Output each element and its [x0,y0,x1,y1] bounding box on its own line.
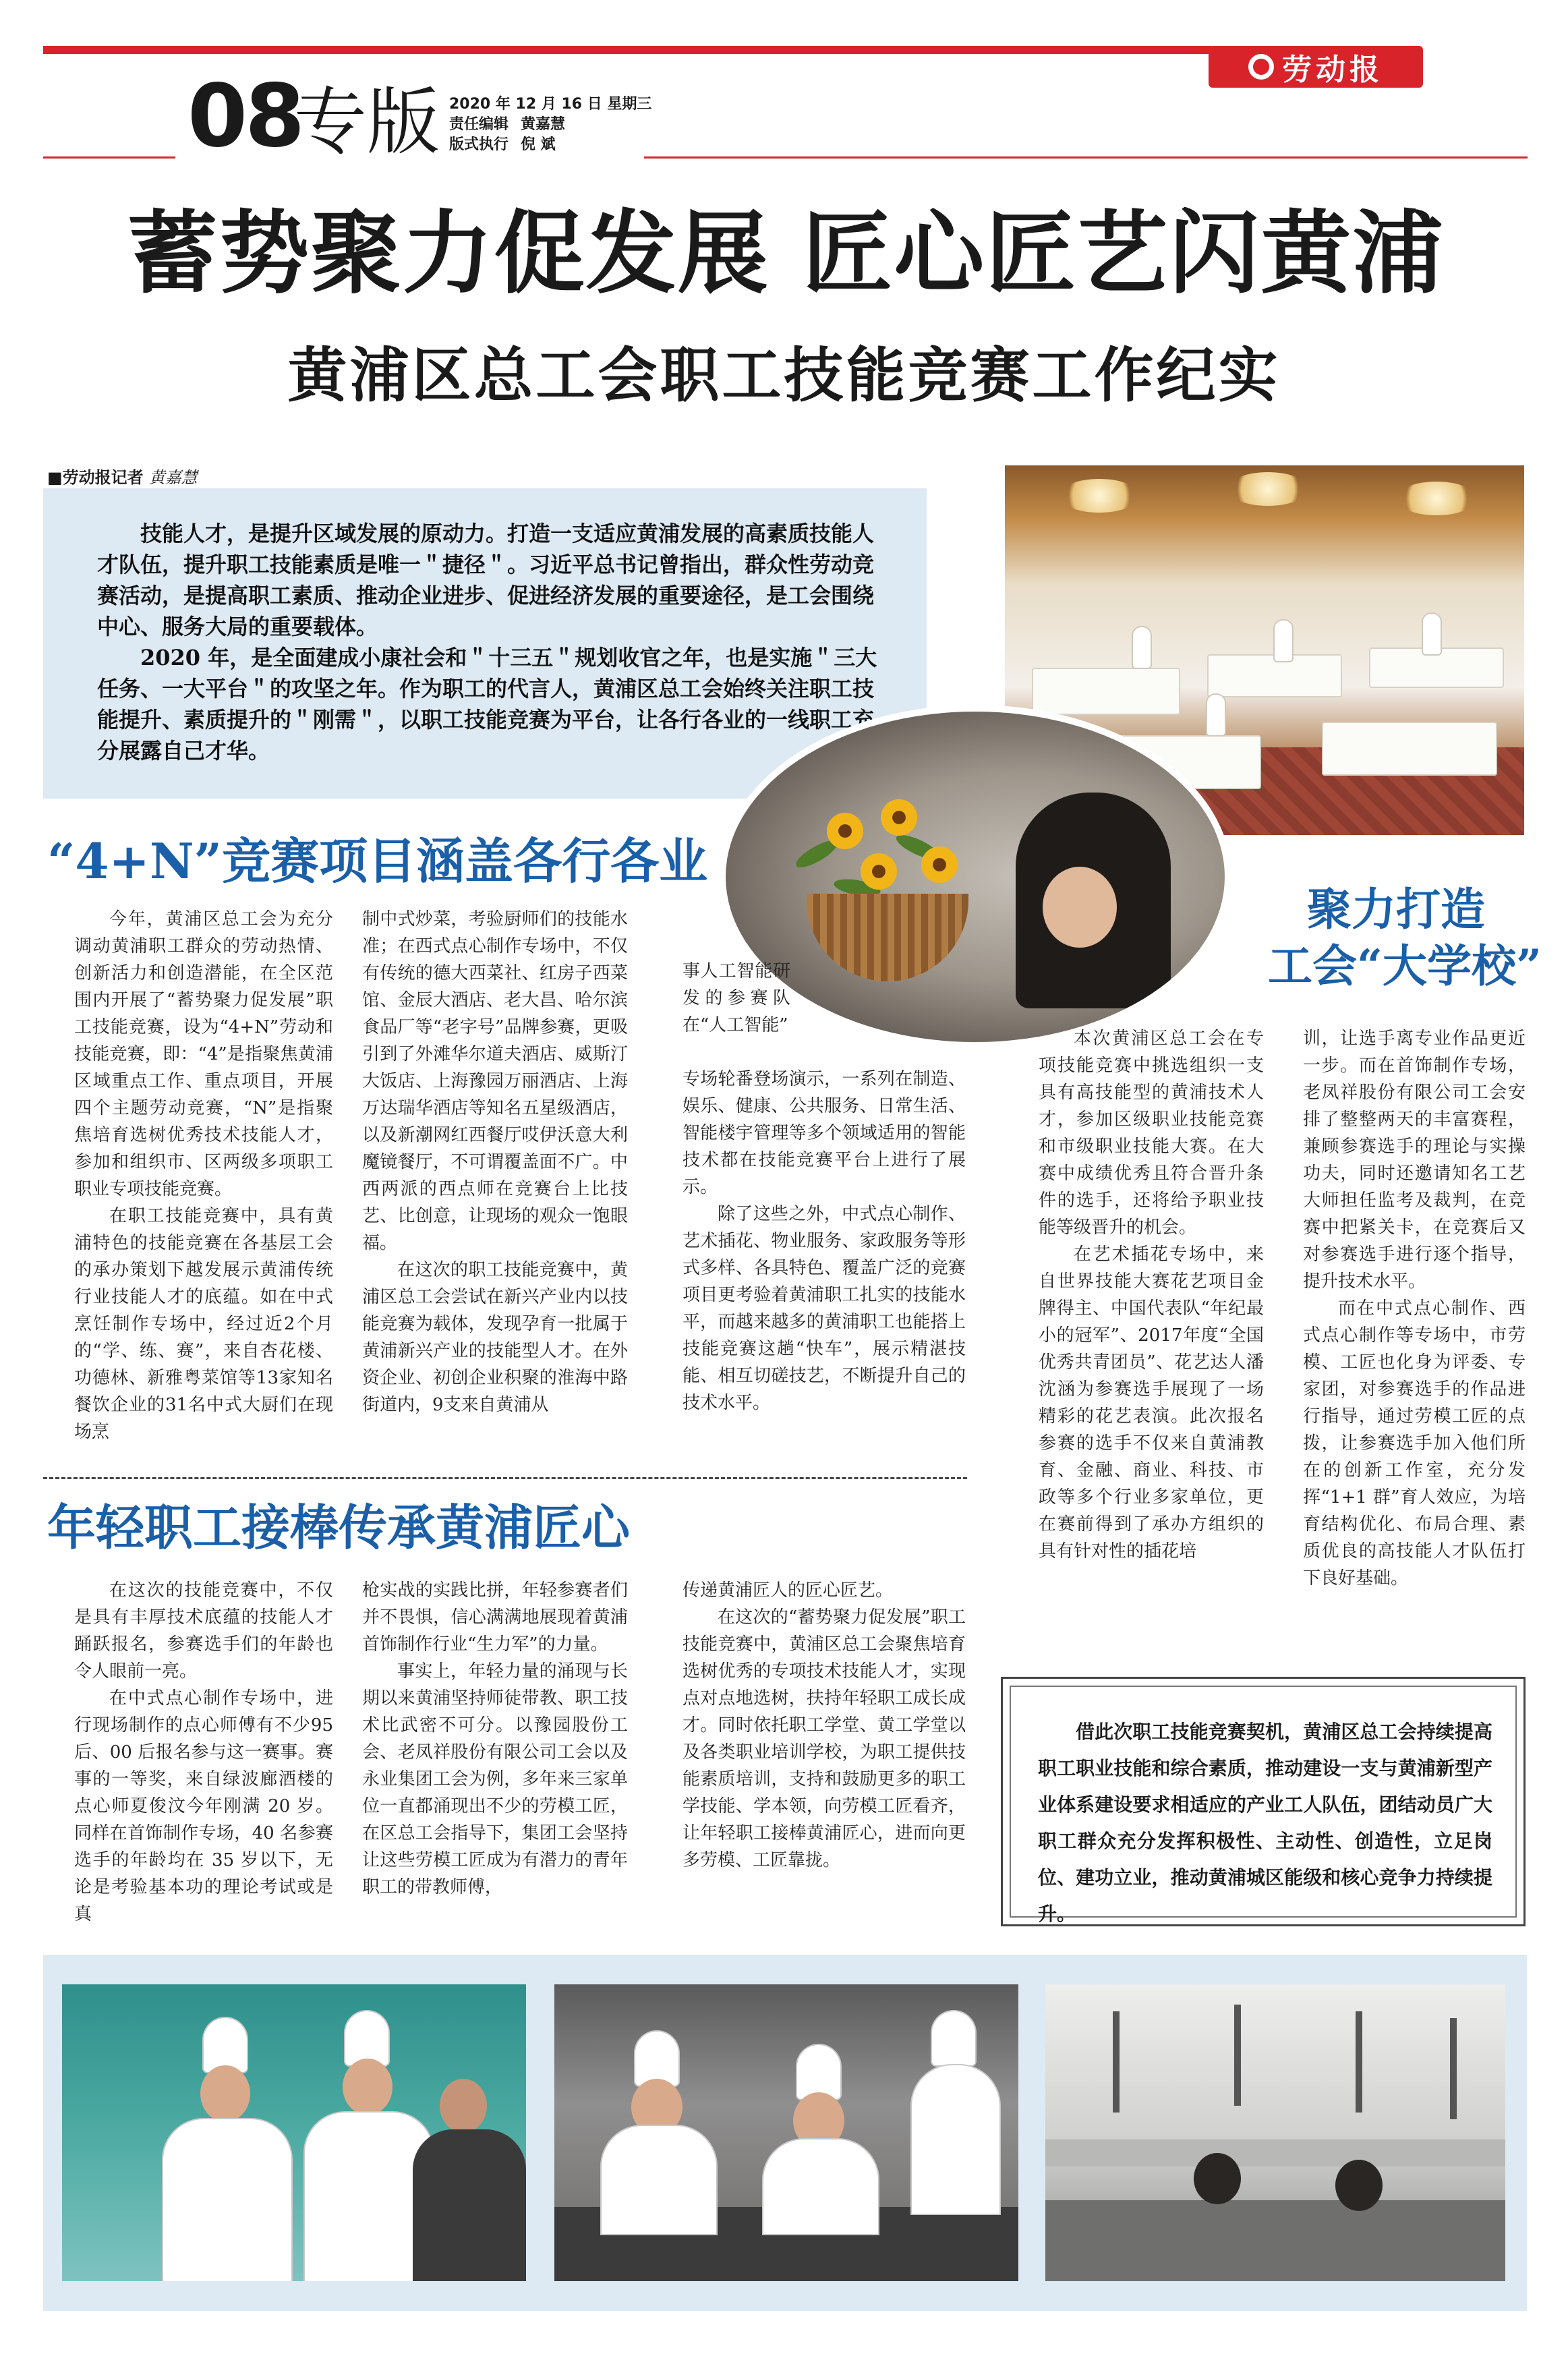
basket-shape [807,894,968,981]
chef-coat-shape [163,2119,291,2281]
section-title-competitions: “4+N”竞赛项目涵盖各行各业 [47,832,708,890]
article-paragraph: 训，让选手离专业作品更近一步。而在首饰制作专场，老凤祥股份有限公司工会安排了整整两天的丰富赛程，兼顾参赛选手的理论与实操功夫，同时还邀请知名工艺大师担任监考及裁判，在竞赛中把紧关卡，在竞赛后又对参赛选手进行逐个指导，提升技术水平。 [1303,1029,1526,1292]
article-paragraph: 事人工智能研发的参赛队在“人工智能” [683,961,790,1035]
logo-mark-icon [1248,54,1274,80]
header-right-rule [644,156,1528,159]
sunflower-shape [921,846,958,883]
article-paragraph: 在艺术插花专场中，来自世界技能大赛花艺项目金牌得主、中国代表队“年纪最小的冠军”、2017年度“全国优秀共青团员”、花艺达人潘沈涵为参赛选手展现了一场精彩的花艺表演。此次报名参赛的选手不仅来自黄浦教育、金融、商业、科技、市政等多个行业多家单位，更在赛前得到了承办方组织的具有针对性的插花培 [1039,1244,1264,1561]
article-paragraph: 本次黄浦区总工会在专项技能竞赛中挑选组织一支具有高技能型的黄浦技术人才，参加区级职业技能竞赛和市级职业技能大赛。在大赛中成绩优秀且符合晋升条件的选手，还将给予职业技能等级晋升的机会。 [1039,1029,1264,1238]
lamp-shape [1356,2011,1362,2113]
jewelry-workshop-photo [1045,1984,1505,2281]
article-column [1039,1025,1264,1565]
page-number: 08 [187,66,303,167]
layout-line [449,135,651,155]
article-paragraph: 在这次的技能竞赛中，不仅是具有丰厚技术底蕴的技能人才踊跃报名，参赛选手们的年龄也令人眼前一亮。 [74,1580,333,1682]
article-paragraph: 在中式点心制作专场中，进行现场制作的点心师傅有不少95 后、00 后报名参与这一赛事。赛事的一等奖，来自绿波廊酒楼的点心师夏俊汶今年刚满 20 岁。同样在首饰制作专场，40 名参赛选手的年龄均在 35 岁以下，无论是考验基本功的理论考试或是真 [74,1688,333,1924]
chef-figure [1275,621,1292,661]
lead-paragraph-box [43,488,927,799]
issue-meta [449,94,651,155]
article-paragraph: 制中式炒菜，考验厨师们的技能水准；在西式点心制作专场中，不仅有传统的德大西菜社、红房子西菜馆、金辰大酒店、老大昌、哈尔滨食品厂等“老字号”品牌参赛，更吸引到了外滩华尔道夫酒店、威斯汀大饭店、上海豫园万丽酒店、上海万达瑞华酒店等知名五星级酒店，以及新潮网红西餐厅哎伊沃意大利魔镜餐厅，不可谓覆盖面不广。中西两派的西点师在竞赛台上比技艺、比创意，让现场的观众一饱眼福。 [362,909,628,1253]
article-paragraph: 在职工技能竞赛中，具有黄浦特色的技能竞赛在各基层工会的承办策划下越发展示黄浦传统行业技能人才的底蕴。如在中式烹饪制作专场中，经过近2个月的“学、练、赛”，来自杏花楼、功德林、新雅粤菜馆等13家知名餐饮企业的31名中式大厨们在现场烹 [74,1206,333,1442]
closing-note-text: 借此次职工技能竞赛契机，黄浦区总工会持续提高职工职业技能和综合素质，推动建设一支与黄浦新型产业体系建设要求相适应的产业工人队伍，团结动员广大职工群众充分发挥积极性、主动性、创造性，立足岗位、建功立业，推动黄浦城区能级和核心竞争力持续提升。 [1038,1721,1492,1925]
lead-paragraph: 技能人才，是提升区域发展的原动力。打造一支适应黄浦发展的高素质技能人才队伍，提升职工技能素质是唯一＂捷径＂。习近平总书记曾指出，群众性劳动竞赛活动，是提高职工素质、推动企业进步、促进经济发展的重要途径，是工会围绕中心、服务大局的重要载体。 [97,521,875,639]
header-left-rule [43,156,175,159]
article-paragraph: 专场轮番登场演示，一系列在制造、娱乐、健康、公共服务、日常生活、智能楼宇管理等多个领域适用的智能技术都在技能竞赛平台上进行了展示。 [683,1069,966,1197]
table-shape [1207,654,1342,697]
chef-hat-shape [932,2011,975,2065]
top-red-rule [43,46,1211,54]
article-paragraph: 枪实战的实践比拼，年轻参赛者们并不畏惧，信心满满地展现着黄浦首饰制作行业“生力军”的力量。 [362,1580,628,1655]
table-shape [1032,668,1180,715]
flower-arranging-photo [726,712,1225,1042]
section-divider [43,1477,967,1479]
lead-paragraph: 2020 年，是全面建成小康社会和＂十三五＂规划收官之年，也是实施＂三大任务、一大平台＂的攻坚之年。作为职工的代言人，黄浦区总工会始终关注职工技能提升、素质提升的＂刚需＂，以职工技能竞赛为平台，让各行各业的一线职工充分展露自己才华。 [97,645,877,764]
article-column [74,906,333,1445]
section-title-university [1268,881,1542,994]
newspaper-logo [1209,46,1423,88]
article-column [1303,1025,1526,1592]
chandelier-shape [1059,479,1140,513]
worker-head-shape [1335,2160,1383,2211]
chef-hat-shape [797,2045,840,2099]
chef-hat-shape [345,2011,388,2065]
closing-note-inner [1010,1686,1517,1925]
article-column [362,1577,628,1901]
sunflower-shape [881,799,917,836]
section-name: 专版 [294,80,440,165]
editor-name: 黄嘉慧 [521,116,566,133]
article-column [683,1577,966,1874]
sub-headline: 黄浦区总工会职工技能竞赛工作纪实 [287,340,1281,410]
chef-figure [1133,627,1151,668]
layout-editor-name: 倪 斌 [521,136,556,153]
chef-stage-photo [62,1984,526,2281]
section-title-line: 工会“大学校” [1268,940,1542,992]
article-paragraph: 除了这些之外，中式点心制作、艺术插花、物业服务、家政服务等形式多样、各具特色、覆盖广泛的竞赛项目更考验着黄浦职工扎实的技能水平，而越来越多的黄浦职工也能搭上技能竞赛这趟“快车”，展示精湛技能、相互切磋技艺，不断提升自己的技术水平。 [683,1204,966,1413]
closing-note-box [1001,1677,1526,1926]
byline-label: ■劳动报记者 [47,468,144,487]
worker-head-shape [1194,2153,1241,2204]
editor-line [449,115,651,135]
chef-coat-shape [602,2126,716,2234]
logo-text: 劳动报 [1282,53,1383,87]
chef-head-shape [200,2065,250,2122]
article-paragraph: 而在中式点心制作、西式点心制作等专场中，市劳模、工匠也化身为评委、专家团，对参赛选手的作品进行指导，通过劳模工匠的点拨，让参赛选手加入他们所在的创新工作室，充分发挥“1+1 群”育人效应，为培育结构优化、布局合理、素质优良的高技能人才队伍打下良好基础。 [1303,1298,1526,1588]
person-head-shape [440,2079,487,2133]
sunflower-shape [861,853,897,890]
main-headline: 蓄势聚力促发展 匠心匠艺闪黄浦 [127,200,1445,306]
florist-face [1043,867,1117,948]
article-column-wrap [683,958,790,1039]
section-title-line: 聚力打造 [1307,883,1485,936]
person-suit-shape [413,2129,526,2281]
lamp-shape [1450,2018,1457,2119]
chandelier-shape [1227,472,1308,506]
article-column [683,1066,966,1416]
section-title-young-workers: 年轻职工接棒传承黄浦匠心 [47,1499,631,1556]
chandelier-shape [1396,482,1477,515]
article-paragraph: 今年，黄浦区总工会为充分调动黄浦职工群众的劳动热情、创新活力和创造潜能，在全区范围内开展了“蓄势聚力促发展”职工技能竞赛，设为“4+N”劳动和技能竞赛，即：“4”是指聚焦黄浦区域重点工作、重点项目，开展四个主题劳动竞赛，“N”是指聚焦培育选树优秀技术技能人才，参加和组织市、区两级多项职工职业专项技能竞赛。 [74,909,333,1199]
article-paragraph: 传递黄浦匠人的匠心匠艺。 [683,1580,894,1601]
editor-label: 责任编辑 [449,116,509,133]
article-paragraph: 事实上，年轻力量的涌现与长期以来黄浦坚持师徒带教、职工技术比武密不可分。以豫园股份工会、老凤祥股份有限公司工会以及永业集团工会为例，多年来三家单位一直都涌现出不少的劳模工匠，在区总工会指导下，集团工会坚持让这些劳模工匠成为有潜力的青年职工的带教师傅， [362,1661,628,1897]
layout-label: 版式执行 [449,136,509,153]
chef-coat-shape [763,2139,878,2234]
article-paragraph: 在这次的职工技能竞赛中，黄浦区总工会尝试在新兴产业内以技能竞赛为载体，发现孕育一批属于黄浦新兴产业的技能型人才。在外资企业、初创企业积聚的淮海中路街道内，9支来自黄浦从 [362,1260,628,1415]
lamp-shape [1113,2011,1120,2113]
article-paragraph: 在这次的“蓄势聚力促发展”职工技能竞赛中，黄浦区总工会聚焦培育选树优秀的专项技术技能人才，实现点对点地选树，扶持年轻职工成长成才。同时依托职工学堂、黄工学堂以及各类职业培训学校，为职工提供技能素质培训，支持和鼓励更多的职工学技能、学本领，向劳模工匠看齐，让年轻职工接棒黄浦匠心，进而向更多劳模、工匠靠拢。 [683,1607,966,1870]
chef-coat-shape [912,2065,999,2214]
chef-head-shape [343,2059,393,2115]
workbench-shape [1045,2139,1505,2166]
chef-figure [1207,695,1225,735]
article-column [362,906,628,1418]
sunflower-shape [827,813,863,849]
byline [47,464,198,488]
issue-date: 2020 年 12 月 16 日 星期三 [449,96,652,113]
lamp-shape [1234,2005,1241,2106]
workbench-shape [1045,2200,1505,2281]
table-shape [1322,722,1497,776]
chef-hat-shape [204,2018,247,2072]
chef-figure [1423,614,1441,654]
chef-hat-shape [635,2032,678,2086]
article-column [74,1577,333,1928]
byline-author: 黄嘉慧 [148,468,198,487]
kitchen-competition-photo [554,1984,1018,2281]
